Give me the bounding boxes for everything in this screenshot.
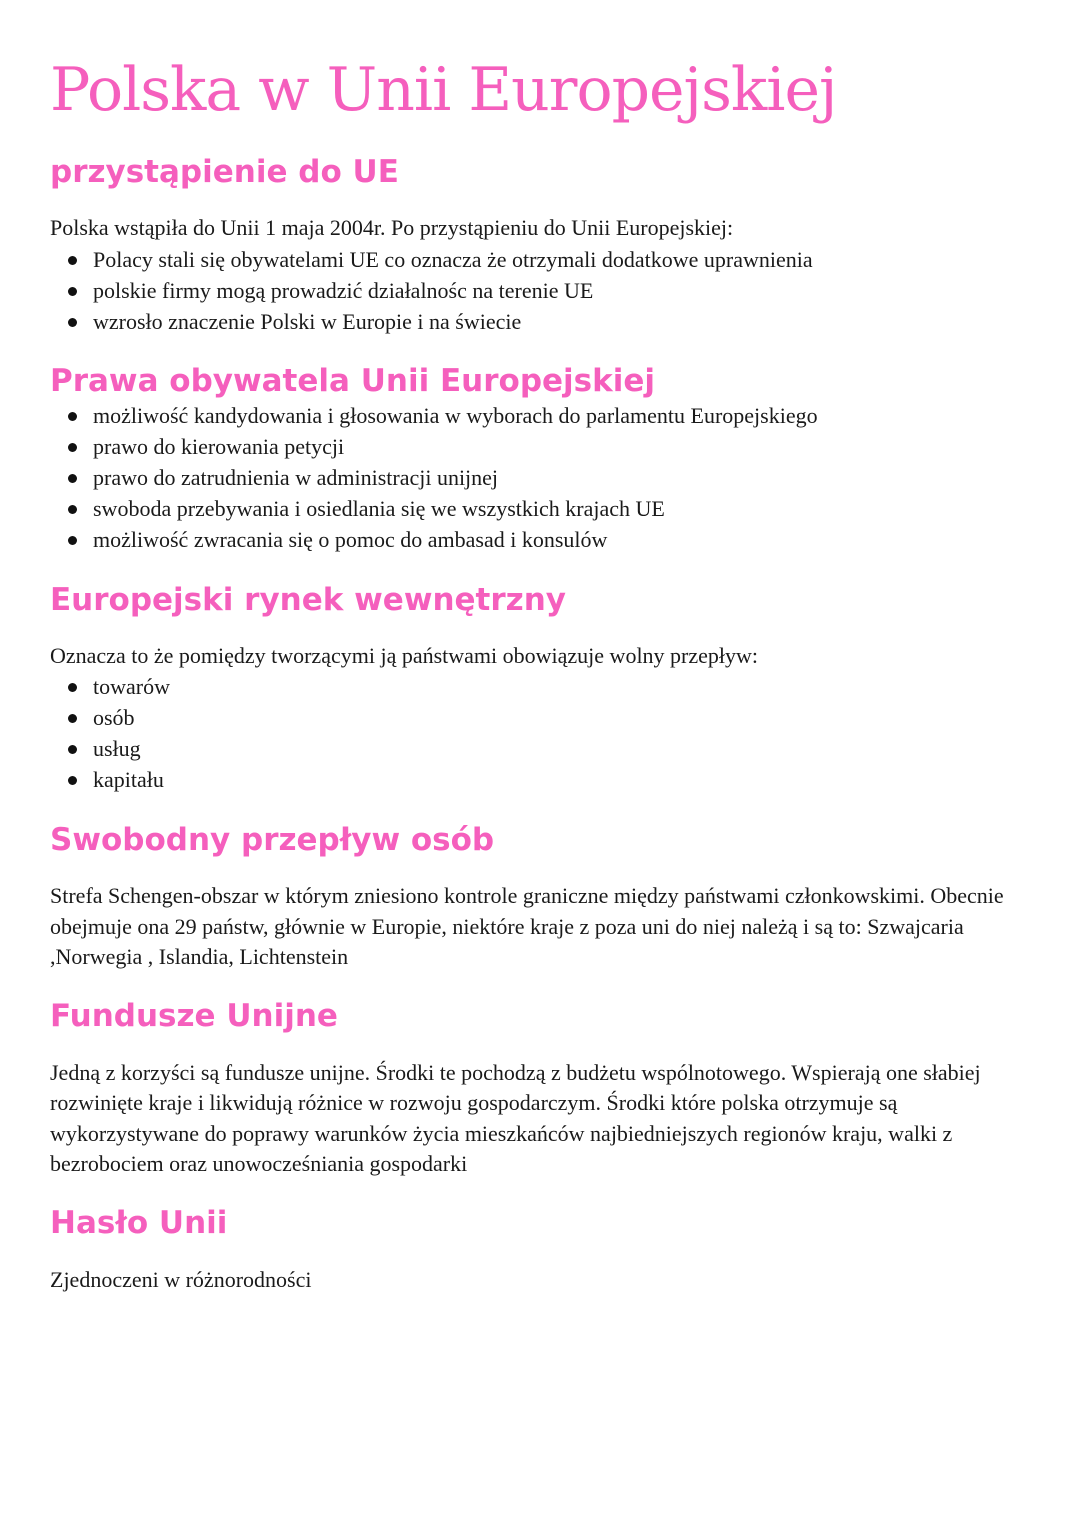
section-paragraph-fundusze-unijne: Jedną z korzyści są fundusze unijne. Środki te pochodzą z budżetu wspólnotowego. Wspierają one słabiej rozwinięte kraje i likwidują różnice w rozwoju gospodarczym. Środki które polska otrzymuje są wykorzystywane do poprawy warunków życia mieszkańców najbiedniejszych regionów kraju, walki z bezrobociem oraz unowocześniania gospodarki bbox=[50, 1059, 981, 1176]
document-page bbox=[50, 0, 1040, 1295]
list-item-text: kapitału bbox=[93, 767, 164, 792]
section-heading-prawa-obywatela: Prawa obywatela Unii Europejskiej bbox=[50, 362, 656, 399]
list-item-text: Polacy stali się obywatelami UE co oznacza że otrzymali dodatkowe uprawnienia bbox=[93, 246, 813, 272]
list-item bbox=[50, 400, 1040, 431]
list-item-text: prawo do zatrudnienia w administracji unijnej bbox=[93, 464, 499, 490]
list-item-text: swoboda przebywania i osiedlania się we wszystkich krajach UE bbox=[93, 495, 665, 521]
bullet-dot-icon bbox=[68, 505, 77, 514]
bullet-dot-icon bbox=[68, 776, 77, 785]
list-item bbox=[50, 306, 1040, 337]
bullet-dot-icon bbox=[68, 474, 77, 483]
list-item bbox=[50, 671, 1040, 702]
list-item-text: prawo do kierowania petycji bbox=[93, 433, 345, 459]
list-item bbox=[50, 462, 1040, 493]
section-paragraph-haslo-unii: Zjednoczeni w różnorodności bbox=[50, 1266, 312, 1292]
section-heading-fundusze-unijne: Fundusze Unijne bbox=[50, 997, 338, 1034]
section-heading-rynek-wewnetrzny: Europejski rynek wewnętrzny bbox=[50, 581, 566, 618]
list-item-text: możliwość zwracania się o pomoc do ambasad i konsulów bbox=[93, 526, 608, 552]
list-item-text: osób bbox=[93, 705, 135, 730]
section-paragraph-rynek-wewnetrzny: Oznacza to że pomiędzy tworzącymi ją państwami obowiązuje wolny przepływ: bbox=[50, 642, 759, 668]
list-item bbox=[50, 275, 1040, 306]
list-item bbox=[50, 764, 1040, 795]
bullet-list-przystapienie bbox=[50, 244, 1040, 337]
section-heading-haslo-unii: Hasło Unii bbox=[50, 1204, 228, 1241]
bullet-list-rynek-wewnetrzny bbox=[50, 671, 1040, 795]
list-item-text: towarów bbox=[93, 674, 170, 699]
list-item bbox=[50, 431, 1040, 462]
bullet-dot-icon bbox=[68, 287, 77, 296]
bullet-list-prawa-obywatela bbox=[50, 400, 1040, 555]
list-item bbox=[50, 733, 1040, 764]
list-item bbox=[50, 524, 1040, 555]
section-paragraph-swobodny-przeplyw: Strefa Schengen-obszar w którym zniesiono kontrole graniczne między państwami członkowskimi. Obecnie obejmuje ona 29 państw, głównie w Europie, niektóre kraje z poza uni do niej należą i są to: Szwajcaria ,Norwegia , Islandia, Lichtenstein bbox=[50, 883, 1004, 969]
bullet-dot-icon bbox=[68, 412, 77, 421]
bullet-dot-icon bbox=[68, 536, 77, 545]
bullet-dot-icon bbox=[68, 714, 77, 723]
list-item-text: wzrosło znaczenie Polski w Europie i na świecie bbox=[93, 308, 522, 334]
bullet-dot-icon bbox=[68, 745, 77, 754]
list-item-text: polskie firmy mogą prowadzić działalnośc na terenie UE bbox=[93, 277, 594, 303]
list-item-text: możliwość kandydowania i głosowania w wyborach do parlamentu Europejskiego bbox=[93, 402, 818, 428]
page-title: Polska w Unii Europejskiej bbox=[50, 55, 837, 125]
bullet-dot-icon bbox=[68, 683, 77, 692]
section-heading-przystapienie: przystąpienie do UE bbox=[50, 154, 399, 190]
list-item bbox=[50, 493, 1040, 524]
section-heading-swobodny-przeplyw: Swobodny przepływ osób bbox=[50, 822, 495, 858]
bullet-dot-icon bbox=[68, 318, 77, 327]
list-item bbox=[50, 702, 1040, 733]
list-item bbox=[50, 244, 1040, 275]
section-paragraph-przystapienie: Polska wstąpiła do Unii 1 maja 2004r. Po przystąpieniu do Unii Europejskiej: bbox=[50, 215, 734, 240]
bullet-dot-icon bbox=[68, 443, 77, 452]
bullet-dot-icon bbox=[68, 256, 77, 265]
list-item-text: usług bbox=[93, 736, 141, 761]
